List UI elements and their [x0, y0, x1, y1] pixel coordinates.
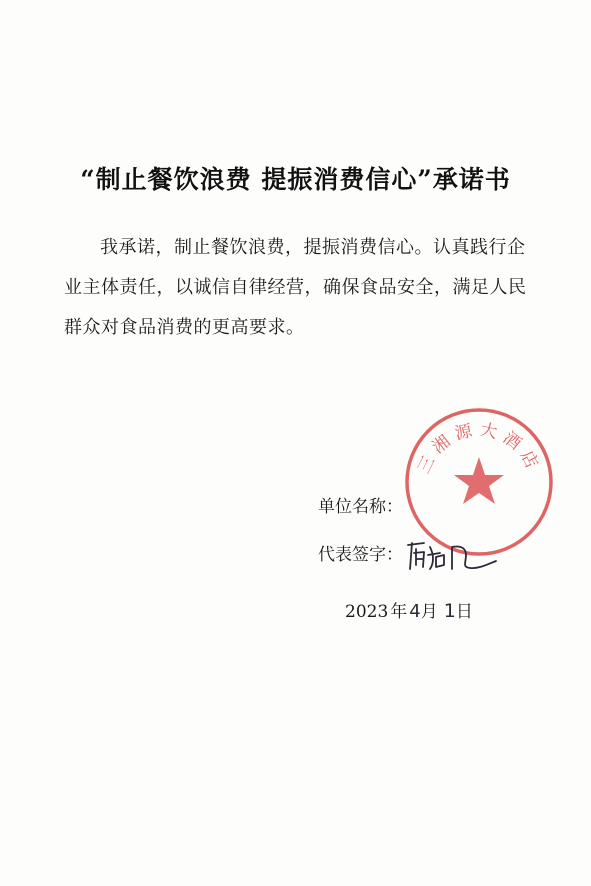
date-day: 1	[443, 600, 456, 622]
pledge-body: 我承诺，制止餐饮浪费，提振消费信心。认真践行企业主体责任，以诚信自律经营，确保食品安全，满足人民群众对食品消费的更高要求。	[64, 237, 527, 338]
date-month-unit: 月	[420, 602, 438, 622]
signing-date	[345, 597, 473, 622]
unit-name-label: 单位名称：	[318, 497, 403, 517]
seal-star-icon	[454, 457, 504, 504]
document-title: “制止餐饮浪费 提振消费信心”承诺书	[80, 165, 511, 194]
handwritten-signature	[404, 535, 504, 575]
date-day-unit: 日	[455, 602, 473, 622]
representative-signature-label: 代表签字：	[318, 545, 403, 565]
date-month: 4	[409, 601, 421, 622]
seal-text: 三湘源大酒店	[413, 419, 545, 478]
date-year-unit: 年	[390, 602, 408, 622]
date-year: 2023	[345, 602, 389, 622]
